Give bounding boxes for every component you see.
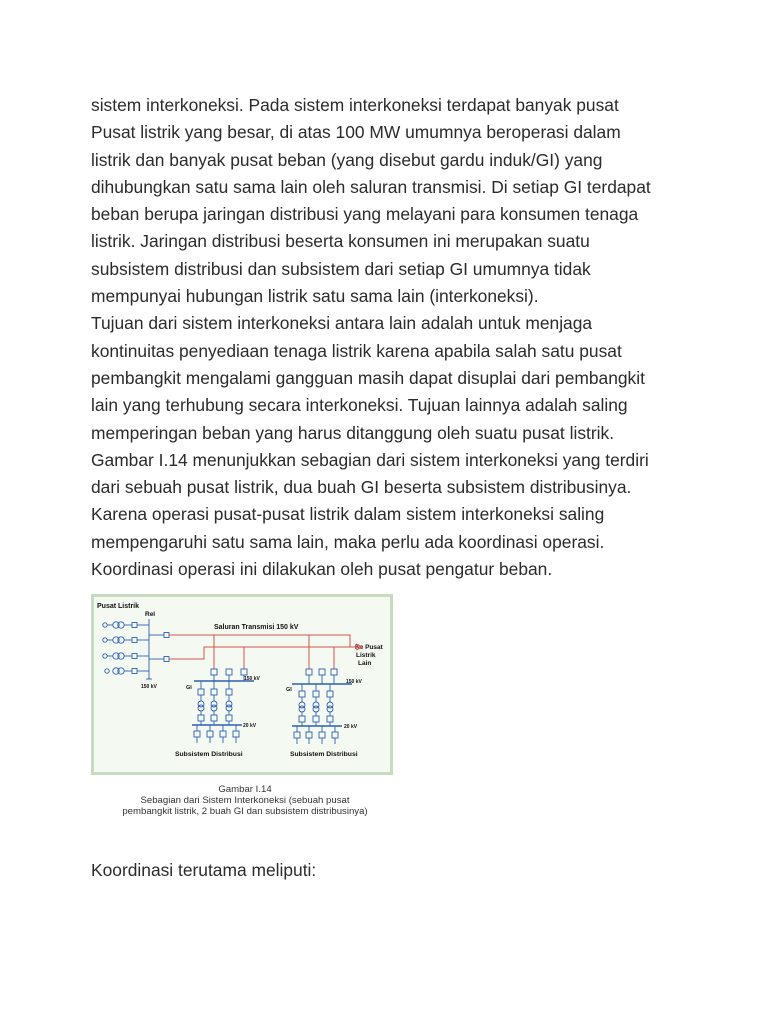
circuit-breaker: [164, 657, 169, 662]
text-line: Pusat listrik yang besar, di atas 100 MW umumnya beroperasi dalam: [91, 122, 621, 143]
saluran-transmisi-label: Saluran Transmisi 150 kV: [214, 624, 299, 631]
generator-unit: [103, 622, 149, 628]
text-line: listrik. Jaringan distribusi beserta konsumen ini merupakan suatu: [91, 231, 590, 252]
closing-text: Koordinasi terutama meliputi:: [91, 860, 317, 880]
transmission-line: [169, 647, 362, 659]
text-line: sistem interkoneksi. Pada sistem interkoneksi terdapat banyak pusat: [91, 95, 619, 115]
body-paragraph: [91, 92, 691, 583]
text-line: Gambar I.14 menunjukkan sebagian dari sistem interkoneksi yang terdiri: [91, 449, 649, 470]
text-line: Tujuan dari sistem interkoneksi antara lain adalah untuk menjaga: [91, 313, 593, 334]
figure-caption: [95, 784, 395, 817]
kv20-gi2-label: 20 kV: [344, 724, 358, 730]
subsistem-distribusi-2-label: Subsistem Distribusi: [290, 751, 358, 758]
circuit-breaker: [164, 633, 169, 638]
kv150-gi2-label: 150 kV: [346, 679, 362, 685]
subsistem-distribusi-1-label: Subsistem Distribusi: [175, 751, 243, 758]
text-line: dihubungkan satu sama lain oleh saluran transmisi. Di setiap GI terdapat: [91, 176, 651, 197]
interconnection-diagram: [91, 594, 393, 775]
transmission-lines: [169, 635, 362, 669]
text-line: Koordinasi operasi ini dilakukan oleh pusat pengatur beban.: [91, 559, 553, 580]
ke-pusat-label: Ke Pusat: [355, 644, 383, 651]
generator-group: [103, 619, 169, 679]
rel-label: Rel: [145, 611, 156, 618]
caption-title: Gambar I.14: [218, 784, 272, 795]
text-line: Karena operasi pusat-pusat listrik dalam sistem interkoneksi saling: [91, 504, 605, 525]
transmission-line: [169, 635, 350, 647]
caption-line: pembangkit listrik, 2 buah GI dan subsistem distribusinya): [122, 806, 368, 817]
caption-line: Sebagian dari Sistem Interkoneksi (sebuah pusat: [140, 795, 350, 806]
ke-pusat-label: Listrik: [356, 652, 376, 659]
text-line: lain yang terhubung secara interkoneksi. Tujuan lainnya adalah saling: [91, 395, 628, 416]
kv20-gi1-label: 20 kV: [243, 723, 257, 729]
text-line: subsistem distribusi dan subsistem dari setiap GI umumnya tidak: [91, 258, 591, 279]
gi-2-substation: [292, 669, 352, 744]
generator-unit: [103, 653, 149, 659]
transmission-drop: [214, 635, 334, 669]
text-line: mempunyai hubungan listrik satu sama lain (interkoneksi).: [91, 286, 539, 307]
text-line: mempengaruhi satu sama lain, maka perlu ada koordinasi operasi.: [91, 531, 605, 552]
gi1-label: GI: [186, 685, 192, 691]
ke-pusat-label: Lain: [358, 660, 372, 667]
generator-unit: [105, 668, 149, 674]
pusat-listrik-label: Pusat Listrik: [97, 603, 140, 610]
text-line: memperingan beban yang harus ditanggung oleh suatu pusat listrik.: [91, 422, 615, 443]
kv150-gen-label: 150 kV: [141, 684, 157, 690]
text-line: kontinuitas penyediaan tenaga listrik karena apabila salah satu pusat: [91, 340, 622, 361]
diagram-canvas: [94, 597, 390, 772]
generator-unit: [103, 637, 149, 643]
gi2-label: GI: [286, 687, 292, 693]
kv150-gi1-label: 150 kV: [244, 676, 260, 682]
text-line: dari sebuah pusat listrik, dua buah GI beserta subsistem distribusinya.: [91, 477, 632, 498]
text-line: beban berupa jaringan distribusi yang melayani para konsumen tenaga: [91, 204, 639, 225]
text-line: pembangkit mengalami gangguan masih dapat disuplai dari pembangkit: [91, 367, 645, 388]
text-line: listrik dan banyak pusat beban (yang disebut gardu induk/GI) yang: [91, 149, 603, 170]
